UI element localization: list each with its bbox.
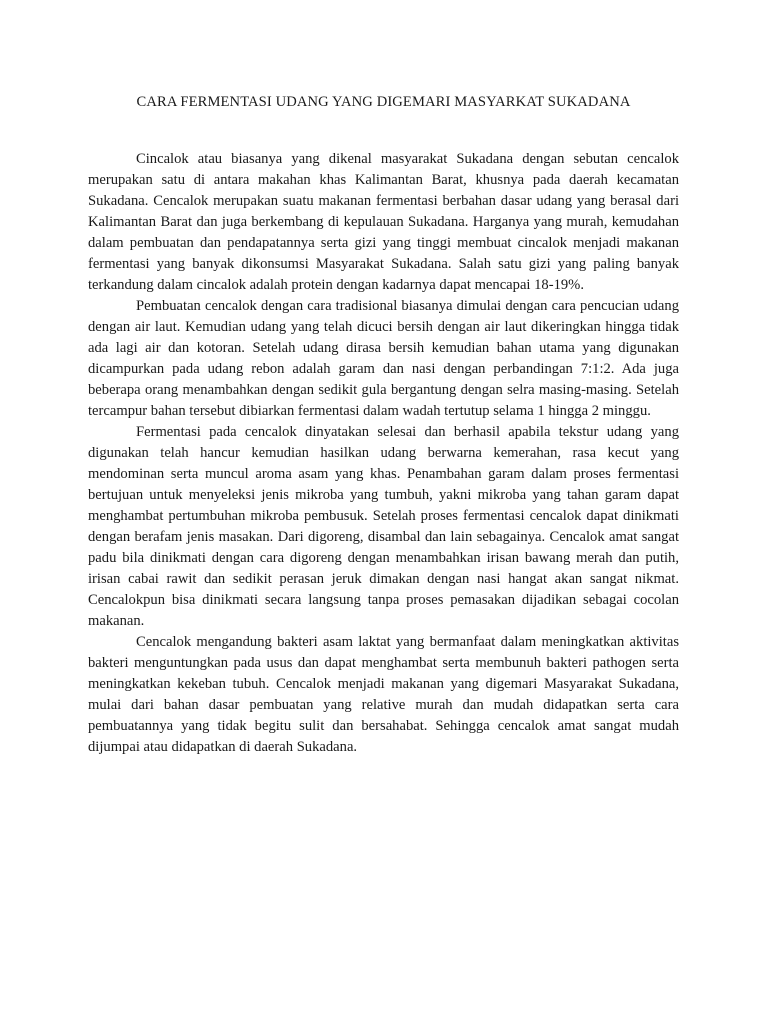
- document-body: [88, 92, 679, 758]
- paragraph-1: Cincalok atau biasanya yang dikenal masyarakat Sukadana dengan sebutan cencalok merupakan satu di antara makahan khas Kalimantan Barat, khusnya pada daerah kecamatan Sukadana. Cencalok merupakan suatu makanan fermentasi berbahan dasar udang yang berasal dari Kalimantan Barat dan juga berkembang di kepulauan Sukadana. Harganya yang murah, kemudahan dalam pembuatan dan pendapatannya serta gizi yang tinggi membuat cincalok menjadi makanan fermentasi yang banyak dikonsumsi Masyarakat Sukadana. Salah satu gizi yang paling banyak terkandung dalam cincalok adalah protein dengan kadarnya dapat mencapai 18-19%.: [88, 151, 679, 293]
- paragraph-3: Fermentasi pada cencalok dinyatakan selesai dan berhasil apabila tekstur udang yang digunakan telah hancur kemudian hasilkan udang berwarna kemerahan, rasa kecut yang mendominan serta muncul aroma asam yang khas. Penambahan garam dalam proses fermentasi bertujuan untuk menyeleksi jenis mikroba yang tumbuh, yakni mikroba yang tahan garam dapat menghambat pertumbuhan mikroba pembusuk. Setelah proses fermentasi cencalok dapat dinikmati dengan berafam jenis masakan. Dari digoreng, disambal dan lain sebagainya. Cencalok amat sangat padu bila dinikmati dengan cara digoreng dengan menambahkan irisan bawang merah dan putih, irisan cabai rawit dan sedikit perasan jeruk dimakan dengan nasi hangat akan sangat nikmat. Cencalokpun bisa dinikmati secara langsung tanpa proses pemasakan dijadikan sebagai cocolan makanan.: [88, 424, 679, 629]
- document-title: CARA FERMENTASI UDANG YANG DIGEMARI MASYARKAT SUKADANA: [136, 94, 631, 110]
- paragraph-4: Cencalok mengandung bakteri asam laktat yang bermanfaat dalam meningkatkan aktivitas bakteri menguntungkan pada usus dan dapat menghambat serta membunuh bakteri pathogen serta meningkatkan kekeban tubuh. Cencalok menjadi makanan yang digemari Masyarakat Sukadana, mulai dari bahan dasar pembuatan yang relative murah dan mudah didapatkan serta cara pembuatannya yang tidak begitu sulit dan bersahabat. Sehingga cencalok amat sangat mudah dijumpai atau didapatkan di daerah Sukadana.: [88, 634, 679, 755]
- paragraph-2: Pembuatan cencalok dengan cara tradisional biasanya dimulai dengan cara pencucian udang dengan air laut. Kemudian udang yang telah dicuci bersih dengan air laut dikeringkan hingga tidak ada lagi air dan kotoran. Setelah udang dirasa bersih kemudian bahan utama yang digunakan dicampurkan pada udang rebon adalah garam dan nasi dengan perbandingan 7:1:2. Ada juga beberapa orang menambahkan dengan sedikit gula bergantung dengan selra masing-masing. Setelah tercampur bahan tersebut dibiarkan fermentasi dalam wadah tertutup selama 1 hingga 2 minggu.: [88, 298, 679, 419]
